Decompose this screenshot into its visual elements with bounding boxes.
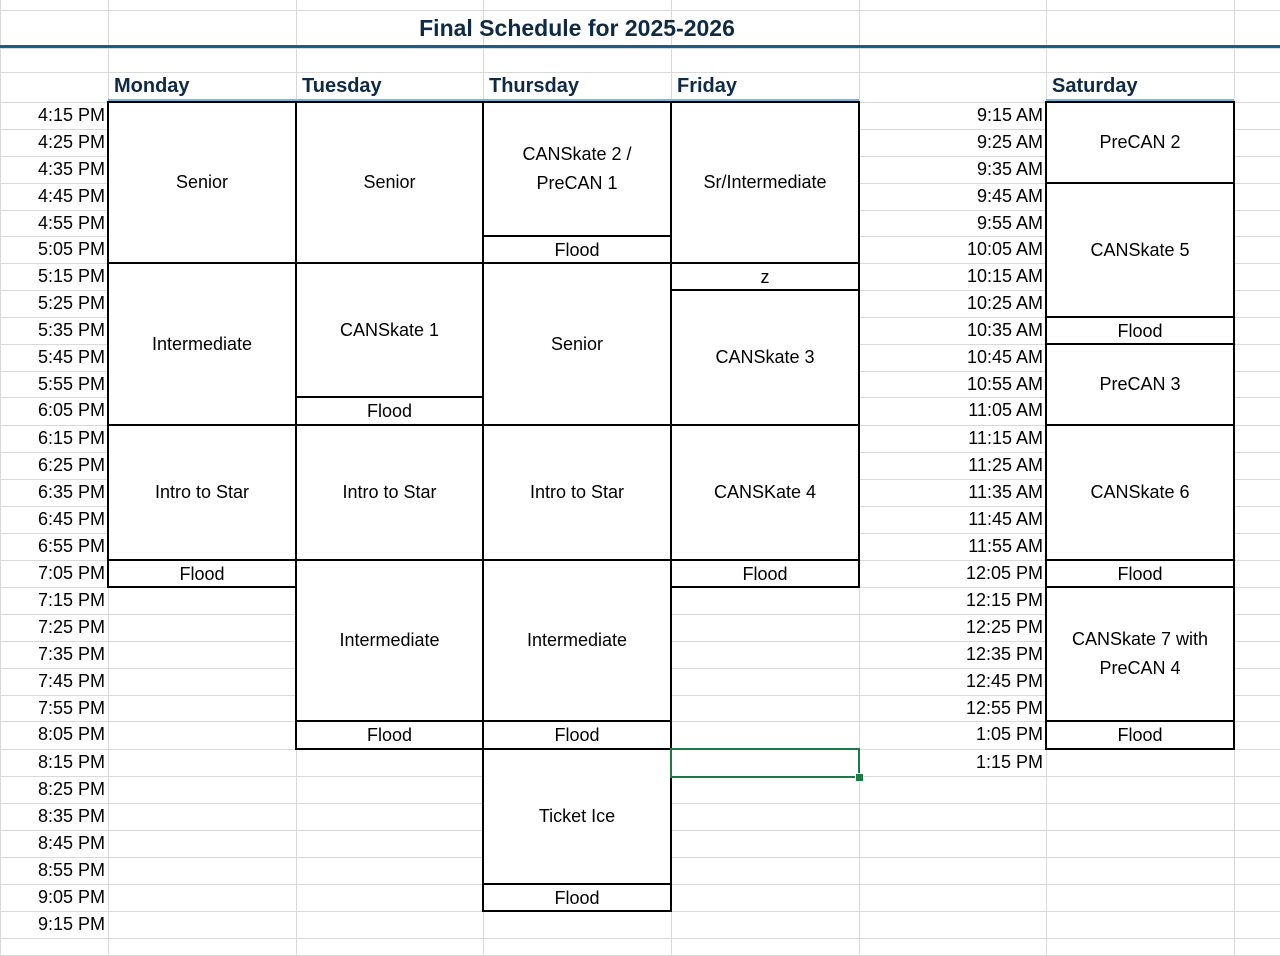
session-friday-canskate-4[interactable]: CANSKate 4: [670, 424, 860, 561]
time-label[interactable]: 8:45 PM: [37, 833, 105, 853]
session-tuesday-flood[interactable]: Flood: [295, 720, 484, 750]
day-header-thursday[interactable]: Thursday: [489, 75, 580, 97]
session-friday-z[interactable]: z: [670, 262, 860, 291]
session-monday-intermediate[interactable]: Intermediate: [107, 262, 297, 426]
time-label[interactable]: 4:25 PM: [37, 132, 105, 152]
time-label[interactable]: 8:25 PM: [37, 779, 105, 799]
time-label[interactable]: 1:15 PM: [975, 752, 1043, 772]
time-label[interactable]: 8:55 PM: [37, 860, 105, 880]
session-monday-flood[interactable]: Flood: [107, 559, 297, 588]
time-label[interactable]: 6:25 PM: [37, 455, 105, 475]
time-label[interactable]: 12:35 PM: [965, 644, 1043, 664]
time-label[interactable]: 11:05 AM: [968, 400, 1043, 420]
session-saturday-canskate-5[interactable]: CANSkate 5: [1045, 182, 1235, 318]
time-label[interactable]: 1:05 PM: [975, 724, 1043, 744]
time-label[interactable]: 11:55 AM: [968, 536, 1043, 556]
time-label[interactable]: 6:15 PM: [37, 428, 105, 448]
page-title[interactable]: Final Schedule for 2025-2026: [419, 14, 735, 41]
grid-row-line: [0, 48, 1280, 49]
time-label[interactable]: 5:45 PM: [37, 347, 105, 367]
time-label[interactable]: 9:35 AM: [976, 159, 1043, 179]
time-label[interactable]: 11:35 AM: [968, 482, 1043, 502]
time-label[interactable]: 12:05 PM: [965, 563, 1043, 583]
time-label[interactable]: 5:35 PM: [37, 320, 105, 340]
session-saturday-precan-2[interactable]: PreCAN 2: [1045, 101, 1235, 184]
fill-handle[interactable]: [855, 773, 864, 782]
time-label[interactable]: 6:35 PM: [37, 482, 105, 502]
session-saturday-flood[interactable]: Flood: [1045, 316, 1235, 345]
time-label[interactable]: 9:45 AM: [976, 186, 1043, 206]
time-label[interactable]: 9:25 AM: [976, 132, 1043, 152]
time-label[interactable]: 5:15 PM: [37, 266, 105, 286]
session-thursday-flood[interactable]: Flood: [482, 235, 672, 264]
time-label[interactable]: 8:05 PM: [37, 724, 105, 744]
session-thursday-senior[interactable]: Senior: [482, 262, 672, 426]
time-label[interactable]: 10:05 AM: [966, 239, 1043, 259]
time-label[interactable]: 9:15 PM: [37, 914, 105, 934]
time-label[interactable]: 9:55 AM: [976, 213, 1043, 233]
session-saturday-precan-3[interactable]: PreCAN 3: [1045, 343, 1235, 426]
time-label[interactable]: 4:45 PM: [37, 186, 105, 206]
time-label[interactable]: 12:15 PM: [965, 590, 1043, 610]
time-label[interactable]: 4:55 PM: [37, 213, 105, 233]
session-friday-canskate-3[interactable]: CANSkate 3: [670, 289, 860, 426]
time-label[interactable]: 4:35 PM: [37, 159, 105, 179]
session-tuesday-flood[interactable]: Flood: [295, 396, 484, 426]
selected-cell[interactable]: [670, 748, 860, 778]
time-label[interactable]: 11:15 AM: [968, 428, 1043, 448]
time-label[interactable]: 12:45 PM: [965, 671, 1043, 691]
session-friday-flood[interactable]: Flood: [670, 559, 860, 588]
time-label[interactable]: 8:35 PM: [37, 806, 105, 826]
session-monday-intro-to-star[interactable]: Intro to Star: [107, 424, 297, 561]
time-label[interactable]: 6:45 PM: [37, 509, 105, 529]
session-saturday-canskate-7-with-precan-4[interactable]: CANSkate 7 with PreCAN 4: [1045, 586, 1235, 722]
time-label[interactable]: 9:15 AM: [976, 105, 1043, 125]
time-label[interactable]: 7:25 PM: [37, 617, 105, 637]
session-thursday-intermediate[interactable]: Intermediate: [482, 559, 672, 722]
time-label[interactable]: 10:45 AM: [966, 347, 1043, 367]
session-thursday-flood[interactable]: Flood: [482, 720, 672, 750]
session-saturday-flood[interactable]: Flood: [1045, 720, 1235, 750]
session-monday-senior[interactable]: Senior: [107, 101, 297, 264]
time-label[interactable]: 7:05 PM: [37, 563, 105, 583]
time-label[interactable]: 4:15 PM: [37, 105, 105, 125]
session-tuesday-intro-to-star[interactable]: Intro to Star: [295, 424, 484, 561]
time-label[interactable]: 5:25 PM: [37, 293, 105, 313]
day-header-monday[interactable]: Monday: [114, 75, 190, 97]
time-label[interactable]: 7:55 PM: [37, 698, 105, 718]
session-thursday-canskate-2-precan-1[interactable]: CANSkate 2 / PreCAN 1: [482, 101, 672, 237]
session-thursday-flood[interactable]: Flood: [482, 883, 672, 912]
session-saturday-flood[interactable]: Flood: [1045, 559, 1235, 588]
time-label[interactable]: 6:05 PM: [37, 400, 105, 420]
session-tuesday-intermediate[interactable]: Intermediate: [295, 559, 484, 722]
title-underline: [0, 45, 1280, 48]
day-header-friday[interactable]: Friday: [677, 75, 738, 97]
day-header-saturday[interactable]: Saturday: [1052, 75, 1138, 97]
time-label[interactable]: 7:35 PM: [37, 644, 105, 664]
time-label[interactable]: 11:25 AM: [968, 455, 1043, 475]
time-label[interactable]: 10:25 AM: [966, 293, 1043, 313]
time-label[interactable]: 12:55 PM: [965, 698, 1043, 718]
time-label[interactable]: 7:15 PM: [37, 590, 105, 610]
time-label[interactable]: 11:45 AM: [968, 509, 1043, 529]
session-friday-sr-intermediate[interactable]: Sr/Intermediate: [670, 101, 860, 264]
time-label[interactable]: 10:15 AM: [966, 266, 1043, 286]
time-label[interactable]: 10:55 AM: [966, 374, 1043, 394]
session-tuesday-canskate-1[interactable]: CANSkate 1: [295, 262, 484, 398]
time-label[interactable]: 5:55 PM: [37, 374, 105, 394]
time-label[interactable]: 7:45 PM: [37, 671, 105, 691]
time-label[interactable]: 12:25 PM: [965, 617, 1043, 637]
session-saturday-canskate-6[interactable]: CANSkate 6: [1045, 424, 1235, 561]
time-label[interactable]: 9:05 PM: [37, 887, 105, 907]
session-tuesday-senior[interactable]: Senior: [295, 101, 484, 264]
day-header-tuesday[interactable]: Tuesday: [302, 75, 382, 97]
session-thursday-intro-to-star[interactable]: Intro to Star: [482, 424, 672, 561]
session-thursday-ticket-ice[interactable]: Ticket Ice: [482, 748, 672, 885]
time-label[interactable]: 6:55 PM: [37, 536, 105, 556]
time-label[interactable]: 10:35 AM: [966, 320, 1043, 340]
time-label[interactable]: 8:15 PM: [37, 752, 105, 772]
time-label[interactable]: 5:05 PM: [37, 239, 105, 259]
grid-row-line: [0, 938, 1280, 939]
